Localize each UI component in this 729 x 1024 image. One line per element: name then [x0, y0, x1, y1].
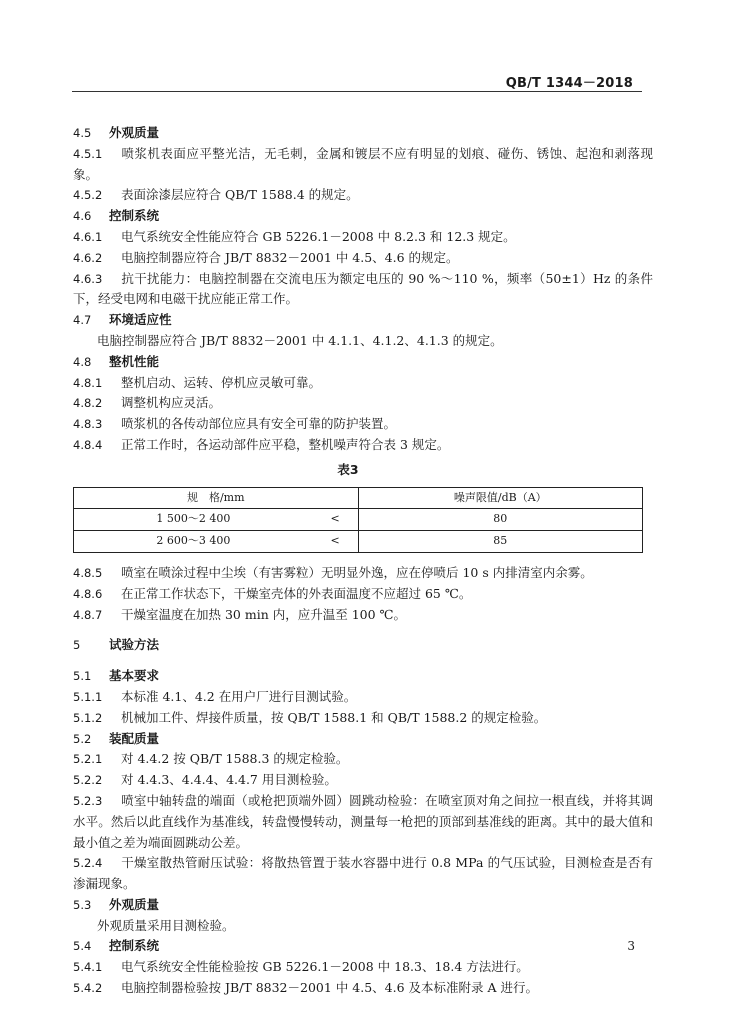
table-header-noise-limit: 噪声限值/dB（A） — [358, 487, 643, 509]
clause-number: 4.6.3 — [73, 271, 103, 286]
table-cell-spec: 2 600～3 400 — [74, 531, 313, 553]
clause — [73, 227, 653, 248]
spacer — [73, 625, 653, 635]
clause-text: 表面涂漆层应符合 QB/T 1588.4 的规定。 — [121, 187, 359, 203]
clause — [73, 563, 653, 584]
clause-number: 5.4.2 — [73, 981, 103, 996]
clause — [73, 144, 653, 186]
clause-text: 喷浆机表面应平整光洁，无毛刺，金属和镀层不应有明显的划痕、碰伤、锈蚀、起泡和剥落现象。 — [73, 145, 653, 182]
table-cell-limit: 85 — [358, 531, 643, 553]
clause — [73, 269, 653, 311]
heading-text: 控制系统 — [109, 938, 160, 954]
clause — [73, 393, 653, 414]
table-cell-spec: 1 500～2 400 — [74, 509, 313, 531]
clause — [73, 248, 653, 269]
clause — [73, 791, 653, 853]
clause-text: 整机启动、运转、停机应灵敏可靠。 — [121, 374, 322, 390]
heading-text: 外观质量 — [109, 125, 160, 140]
table-row — [74, 509, 643, 531]
clause-text: 干燥室温度在加热 30 min 内，应升温至 100 ℃。 — [121, 606, 407, 622]
section-heading — [73, 729, 653, 750]
clause-number: 5.1 — [73, 669, 92, 684]
clause — [73, 687, 653, 708]
section-4b-list — [73, 563, 653, 625]
clause-number: 4.8.3 — [73, 417, 103, 432]
clause — [73, 435, 653, 456]
clause-number: 4.5.2 — [73, 188, 103, 203]
clause-number: 4.8.4 — [73, 437, 103, 452]
table-header-spec: 规 格/mm — [74, 487, 359, 509]
clause — [73, 605, 653, 626]
table-3 — [73, 487, 643, 553]
clause-number: 4.8 — [73, 354, 92, 369]
clause-number: 5.4.1 — [73, 960, 103, 975]
table-cell-operator: < — [313, 509, 358, 531]
clause-number: 5.2.3 — [73, 793, 103, 808]
clause-number: 5.2.1 — [73, 752, 103, 767]
clause — [73, 957, 653, 978]
clause-text: 干燥室散热管耐压试验：将散热管置于装水容器中进行 0.8 MPa 的气压试验，目测检查是否有渗漏现象。 — [73, 855, 653, 892]
document-body — [73, 123, 653, 999]
section-heading — [73, 635, 653, 656]
clause-text: 本标准 4.1、4.2 在用户厂进行目测试验。 — [121, 688, 357, 704]
clause-text: 电脑控制器应符合 JB/T 8832－2001 中 4.5、4.6 的规定。 — [121, 249, 459, 265]
page-number: 3 — [627, 939, 635, 953]
clause — [73, 853, 653, 895]
clause-text: 电脑控制器检验按 JB/T 8832－2001 中 4.5、4.6 及本标准附录 A 进行。 — [121, 980, 538, 996]
table-cell-limit: 80 — [358, 509, 643, 531]
clause-text: 正常工作时，各运动部件应平稳，整机噪声符合表 3 规定。 — [121, 436, 450, 452]
clause-number: 4.8.6 — [73, 586, 103, 601]
clause — [73, 584, 653, 605]
clause-number: 4.8.2 — [73, 396, 103, 411]
header-rule — [72, 91, 642, 92]
clause-number: 4.8.5 — [73, 565, 103, 580]
heading-text: 试验方法 — [109, 637, 160, 653]
clause-number: 4.6 — [73, 209, 92, 224]
clause — [73, 373, 653, 394]
clause-number: 5.1.2 — [73, 710, 103, 725]
clause-number: 5 — [73, 638, 81, 653]
clause — [73, 185, 653, 206]
section-heading — [73, 123, 653, 144]
clause-number: 4.6.2 — [73, 250, 103, 265]
section-4-list — [73, 123, 653, 456]
clause-number: 4.8.1 — [73, 375, 103, 390]
clause-text: 机械加工件、焊接件质量，按 QB/T 1588.1 和 QB/T 1588.2 的规定检验。 — [121, 709, 547, 725]
section-5-list — [73, 625, 653, 999]
section-heading — [73, 310, 653, 331]
clause-text: 调整机构应灵活。 — [121, 395, 222, 411]
clause — [73, 414, 653, 435]
clause-number: 5.1.1 — [73, 689, 103, 704]
section-heading — [73, 352, 653, 373]
clause — [73, 708, 653, 729]
section-heading — [73, 895, 653, 916]
clause-text: 在正常工作状态下，干燥室壳体的外表面温度不应超过 65 ℃。 — [121, 585, 472, 601]
clause-number: 4.8.7 — [73, 607, 103, 622]
heading-text: 外观质量 — [109, 896, 160, 912]
clause-number: 4.5.1 — [73, 146, 103, 161]
heading-text: 装配质量 — [109, 730, 160, 746]
clause — [73, 770, 653, 791]
clause-text: 抗干扰能力：电脑控制器在交流电压为额定电压的 90 %～110 %，频率（50±1）Hz 的条件下，经受电网和电磁干扰应能正常工作。 — [73, 270, 653, 307]
clause-text: 电气系统安全性能应符合 GB 5226.1－2008 中 8.2.3 和 12.3 规定。 — [121, 228, 516, 244]
table-cell-operator: < — [313, 531, 358, 553]
clause-number: 4.6.1 — [73, 229, 103, 244]
clause-text: 对 4.4.3、4.4.4、4.4.7 用目测检验。 — [121, 772, 337, 788]
clause-number: 5.2.2 — [73, 773, 103, 788]
clause-text: 喷室在喷涂过程中尘埃（有害雾粒）无明显外逸，应在停喷后 10 s 内排清室内余雾。 — [121, 564, 593, 580]
table-3-title: 表3 — [337, 461, 359, 477]
section-heading — [73, 206, 653, 227]
heading-text: 整机性能 — [109, 353, 160, 369]
heading-text: 控制系统 — [109, 208, 160, 224]
standard-code: QB/T 1344－2018 — [505, 76, 633, 91]
spacer — [73, 656, 653, 666]
clause-number: 5.2 — [73, 731, 92, 746]
clause-text: 喷浆机的各传动部位应具有安全可靠的防护装置。 — [121, 416, 397, 432]
section-heading — [73, 666, 653, 687]
clause-text: 电气系统安全性能检验按 GB 5226.1－2008 中 18.3、18.4 方法进行。 — [121, 959, 529, 975]
clause-text: 外观质量采用目测检验。 — [97, 917, 235, 933]
section-heading — [73, 936, 653, 957]
table-row — [74, 531, 643, 553]
clause-text: 电脑控制器应符合 JB/T 8832－2001 中 4.1.1、4.1.2、4.1.3 的规定。 — [97, 332, 503, 348]
clause-text: 喷室中轴转盘的端面（或枪把顶端外圆）圆跳动检验：在喷室顶对角之间拉一根直线，并将其调水平。然后以此直线作为基准线，转盘慢慢转动，测量每一枪把的顶部到基准线的距离。其中的最大值和最小值之差为端面圆跳动公差。 — [73, 792, 653, 850]
clause-text: 对 4.4.2 按 QB/T 1588.3 的规定检验。 — [121, 751, 349, 767]
clause-number: 4.7 — [73, 313, 92, 328]
clause-number: 5.2.4 — [73, 856, 103, 871]
clause — [73, 978, 653, 999]
heading-text: 基本要求 — [109, 668, 160, 684]
table-header-row — [74, 487, 643, 509]
clause — [73, 916, 653, 937]
clause-number: 4.5 — [73, 126, 92, 140]
heading-text: 环境适应性 — [109, 312, 172, 328]
clause-number: 5.4 — [73, 939, 92, 954]
clause — [73, 749, 653, 770]
clause-number: 5.3 — [73, 897, 92, 912]
clause — [73, 331, 653, 352]
